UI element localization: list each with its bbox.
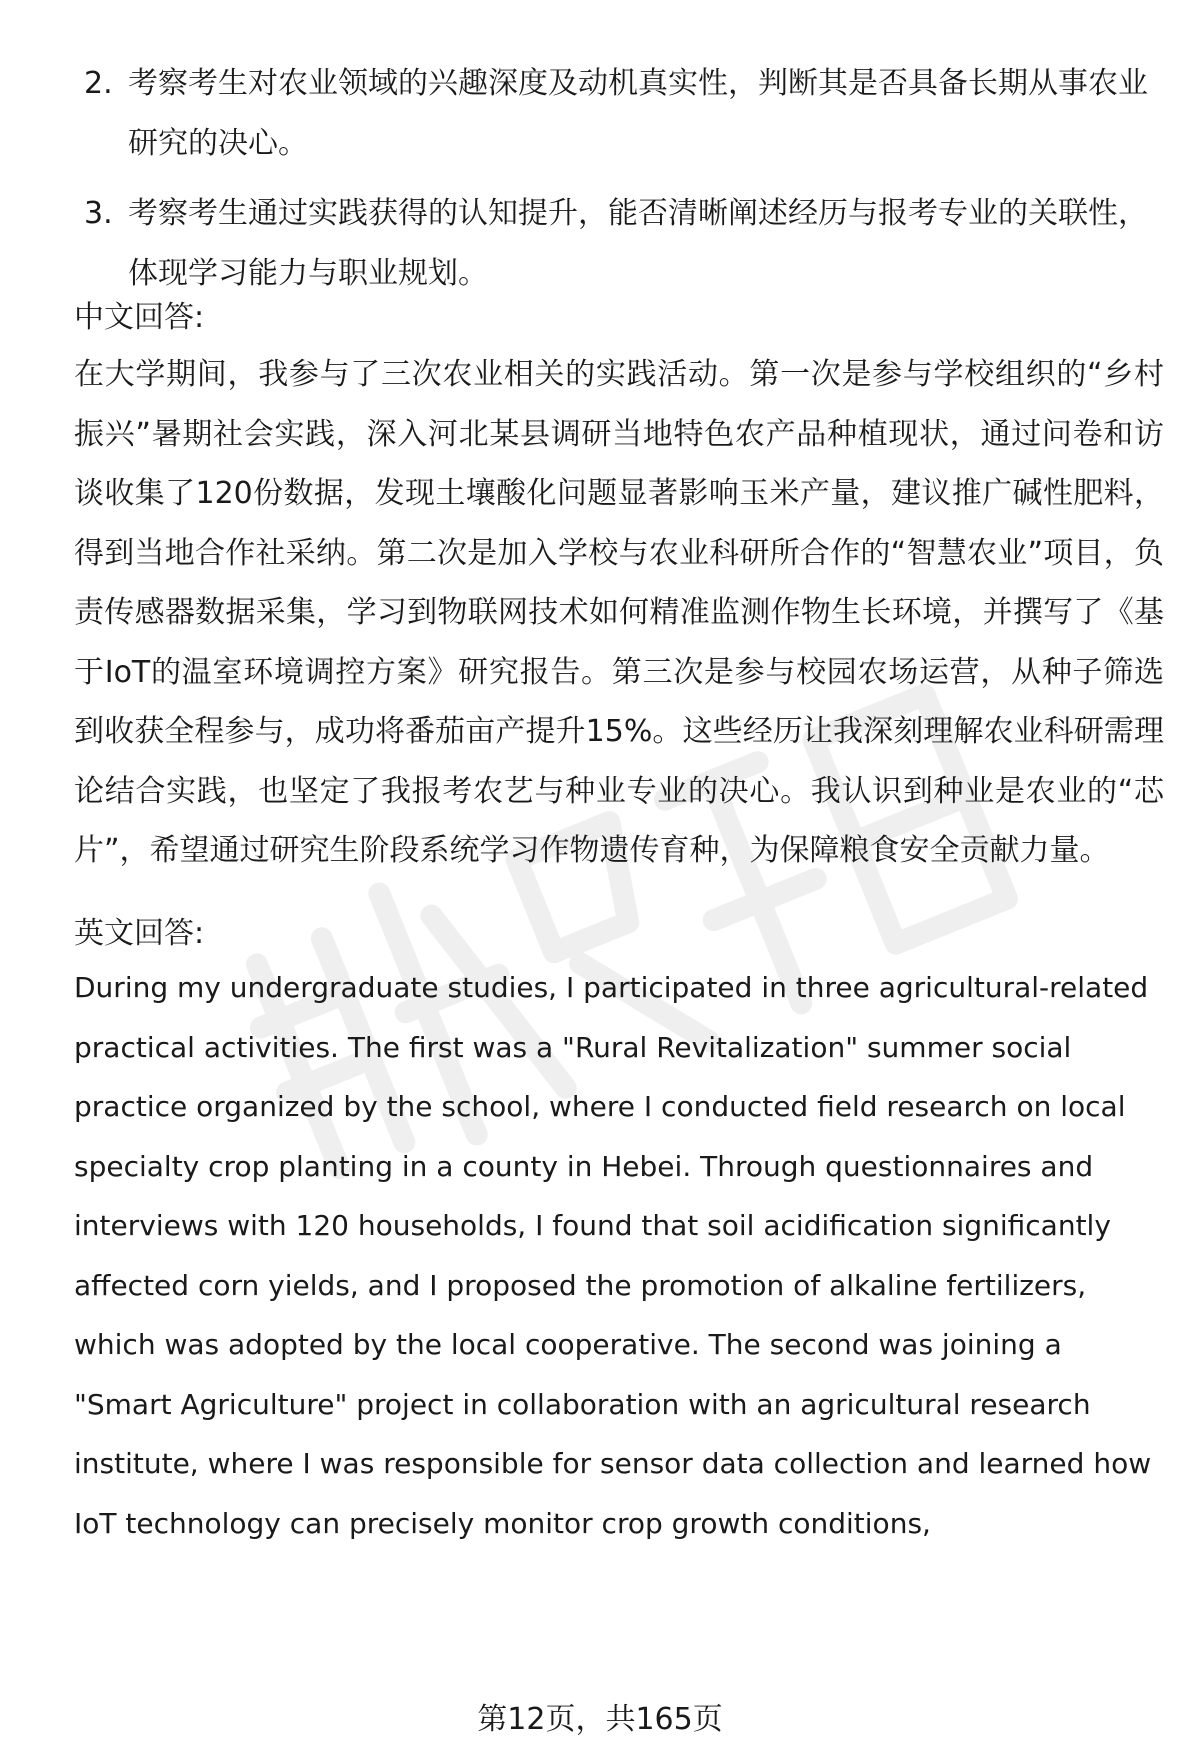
criteria-number: 3. [84,196,113,231]
page-footer: 第12页，共165页 [477,1702,723,1737]
english-answer-text: During my undergraduate studies, I participated in three agricultural-related practical activities. The first was a "Rural Revitalization" summer social practice organized by the school, where I conducted field research on local specialty crop planting in a county in Hebei. Through questionnaires and interviews with 120 households, I found that soil acidification significantly affected corn yields, and I proposed the promotion of alkaline fertilizers, which was adopted by the local cooperative. The second was joining a "Smart Agriculture" project in collaboration with an agricultural research institute, where I was responsible for sensor data collection and learned how IoT technology can precisely monitor crop growth conditions, [74,971,1152,1540]
criteria-item [74,54,1164,174]
criteria-item [74,184,1164,304]
chinese-answer-label: 中文回答: [74,300,205,335]
criteria-text: 考察考生对农业领域的兴趣深度及动机真实性，判断其是否具备长期从事农业研究的决心。 [128,66,1148,161]
english-answer-label: 英文回答: [74,916,205,951]
chinese-answer-text: 在大学期间，我参与了三次农业相关的实践活动。第一次是参与学校组织的“乡村振兴”暑期社会实践，深入河北某县调研当地特色农产品种植现状，通过问卷和访谈收集了120份数据，发现土壤酸化问题显著影响玉米产量，建议推广碱性肥料，得到当地合作社采纳。第二次是加入学校与农业科研所合作的“智慧农业”项目，负责传感器数据采集，学习到物联网技术如何精准监测作物生长环境，并撰写了《基于IoT的温室环境调控方案》研究报告。第三次是参与校园农场运营，从种子筛选到收获全程参与，成功将番茄亩产提升15%。这些经历让我深刻理解农业科研需理论结合实践，也坚定了我报考农艺与种业专业的决心。我认识到种业是农业的“芯片”，希望通过研究生阶段系统学习作物遗传育种，为保障粮食安全贡献力量。 [74,357,1164,868]
criteria-text: 考察考生通过实践获得的认知提升，能否清晰阐述经历与报考专业的关联性，体现学习能力与职业规划。 [128,196,1148,291]
criteria-number: 2. [84,66,113,101]
criteria-list [74,54,1164,314]
